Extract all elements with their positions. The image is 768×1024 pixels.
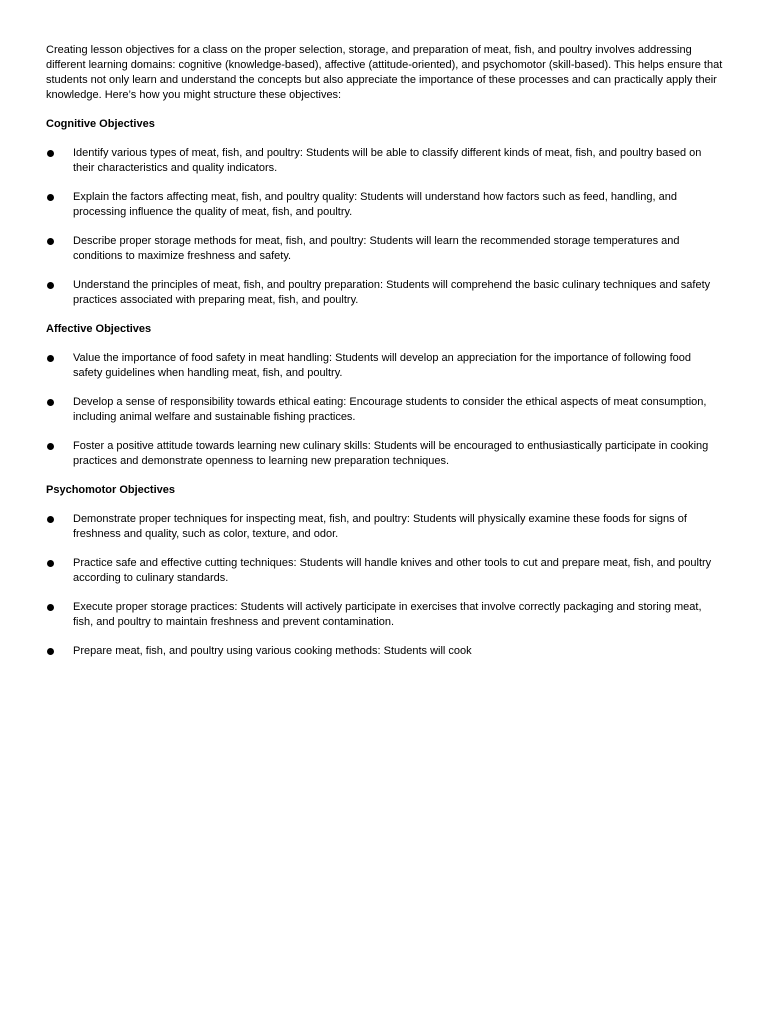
list-item-text: Value the importance of food safety in meat handling: Students will develop an appreciation for the importance of following food safety guidelines when handling meat, fish, and poultry.: [73, 352, 692, 379]
bullet-icon: [47, 150, 54, 157]
bullet-icon: [47, 194, 54, 201]
cognitive-objectives-list: [46, 146, 722, 308]
section-heading-psychomotor: Psychomotor Objectives: [46, 484, 175, 496]
affective-objectives-list: [46, 351, 722, 469]
list-item-text: Identify various types of meat, fish, and poultry: Students will be able to classify different kinds of meat, fish, and poultry based on their characteristics and quality indicators.: [73, 147, 702, 174]
intro-paragraph: Creating lesson objectives for a class on the proper selection, storage, and preparation of meat, fish, and poultry involves addressing different learning domains: cognitive (knowledge-based), affective (attitude-oriented), and psychomotor (skill-based). This helps ensure that students not only learn and understand the concepts but also appreciate the importance of these processes and can practically apply their knowledge. Here’s how you might structure these objectives:: [46, 44, 723, 101]
bullet-icon: [47, 399, 54, 406]
list-item-text: Develop a sense of responsibility towards ethical eating: Encourage students to consider the ethical aspects of meat consumption, including animal welfare and sustainable fishing practices.: [73, 396, 707, 423]
bullet-icon: [47, 560, 54, 567]
psychomotor-objectives-list: [46, 512, 722, 659]
list-item-text: Demonstrate proper techniques for inspecting meat, fish, and poultry: Students will physically examine these foods for signs of freshness and quality, such as color, texture, and odor.: [73, 513, 687, 540]
bullet-icon: [47, 516, 54, 523]
list-item: [46, 600, 723, 630]
list-item: [46, 439, 723, 469]
list-item: [46, 512, 723, 542]
bullet-icon: [47, 282, 54, 289]
list-item-text: Understand the principles of meat, fish, and poultry preparation: Students will comprehend the basic culinary techniques and safety practices associated with preparing meat, fish, and poultry.: [73, 279, 711, 306]
list-item-text: Execute proper storage practices: Students will actively participate in exercises that involve correctly packaging and storing meat, fish, and poultry to maintain freshness and prevent contamination.: [73, 601, 702, 628]
list-item-text: Explain the factors affecting meat, fish, and poultry quality: Students will understand how factors such as feed, handling, and processing influence the quality of meat, fish, and poultry.: [73, 191, 677, 218]
bullet-icon: [47, 443, 54, 450]
list-item-text: Practice safe and effective cutting techniques: Students will handle knives and other tools to cut and prepare meat, fish, and poultry according to culinary standards.: [73, 557, 712, 584]
list-item-text: Describe proper storage methods for meat, fish, and poultry: Students will learn the recommended storage temperatures and conditions to maximize freshness and safety.: [73, 235, 680, 262]
list-item: [46, 395, 723, 425]
section-heading-cognitive: Cognitive Objectives: [46, 118, 155, 130]
bullet-icon: [47, 648, 54, 655]
list-item-text: Foster a positive attitude towards learning new culinary skills: Students will be encouraged to enthusiastically participate in cooking practices and demonstrate openness to learning new preparation techniques.: [73, 440, 709, 467]
bullet-icon: [47, 604, 54, 611]
list-item: [46, 234, 723, 264]
list-item: [46, 190, 723, 220]
list-item-text: Prepare meat, fish, and poultry using various cooking methods: Students will cook: [73, 645, 472, 657]
list-item: [46, 556, 723, 586]
list-item: [46, 278, 723, 308]
section-heading-affective: Affective Objectives: [46, 323, 152, 335]
list-item: [46, 644, 723, 659]
list-item: [46, 351, 723, 381]
bullet-icon: [47, 355, 54, 362]
bullet-icon: [47, 238, 54, 245]
list-item: [46, 146, 723, 176]
